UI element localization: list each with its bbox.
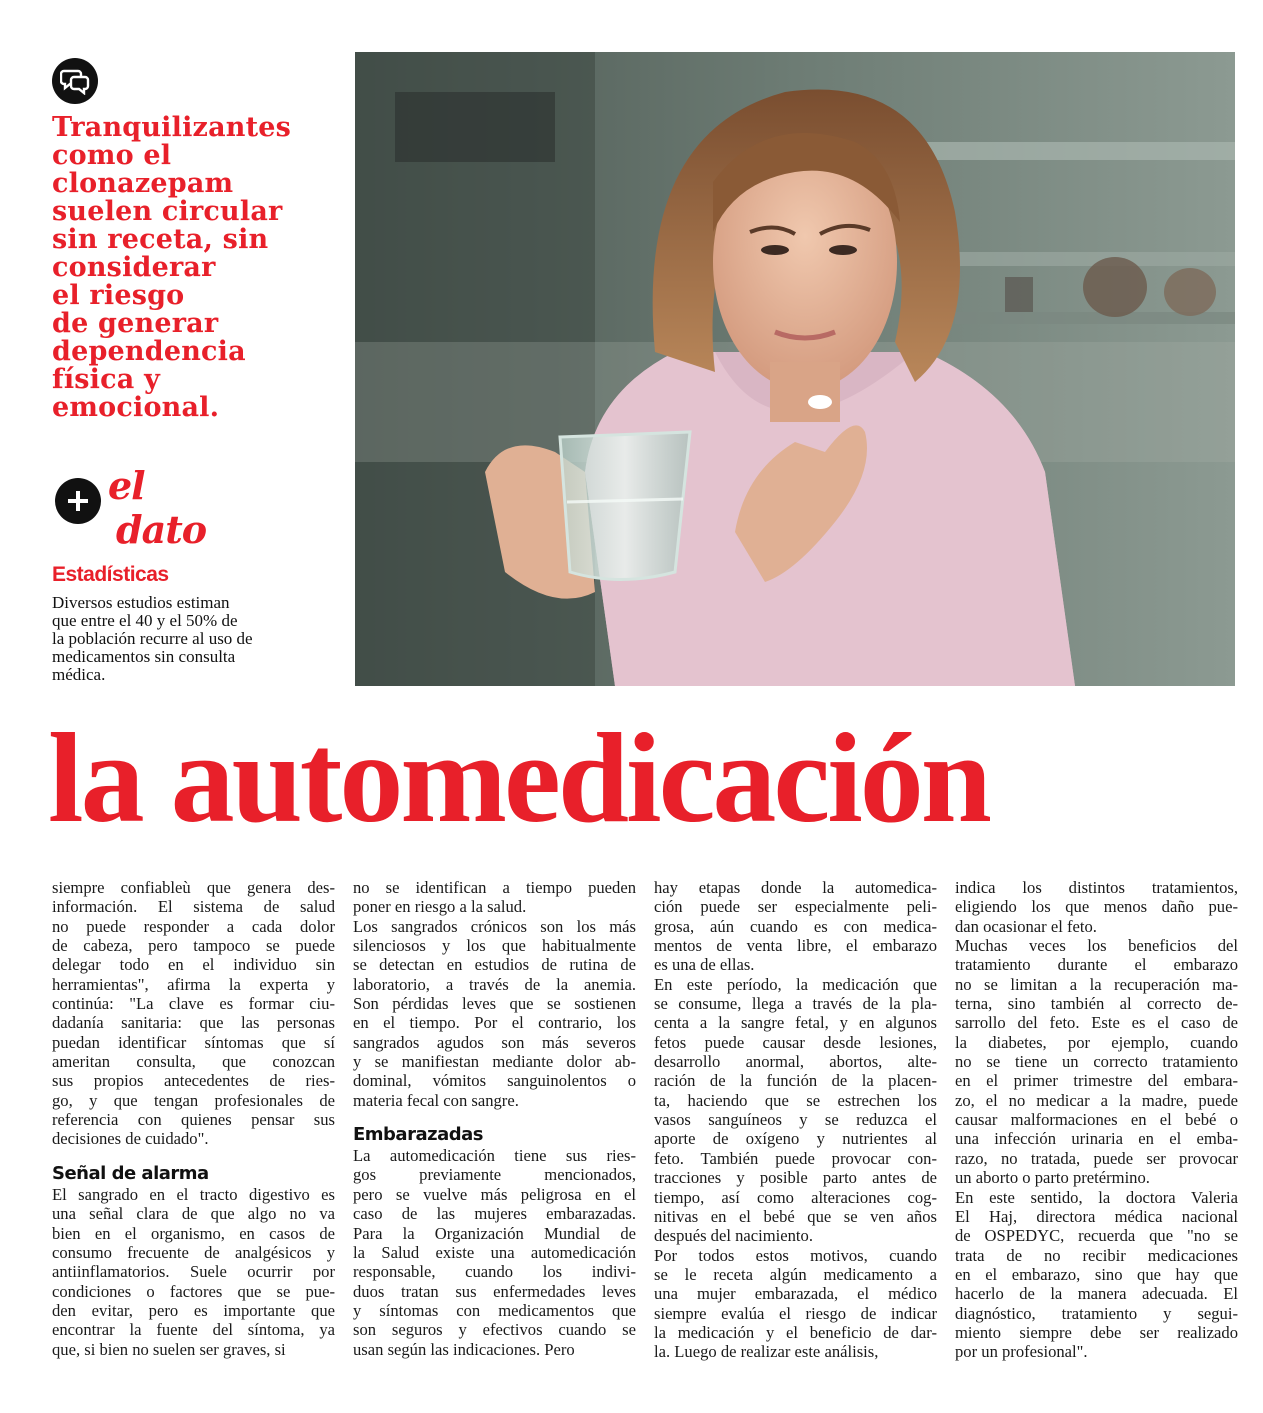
- plus-icon: [55, 478, 101, 524]
- article-line: dadanía sanitaria: que las personas: [52, 1013, 335, 1033]
- article-line: zo, el no medicar a la madre, puede: [955, 1090, 1238, 1110]
- article-line: delegar todo en el individuo sin: [52, 955, 335, 975]
- pull-quote-line: el riesgo: [52, 280, 185, 311]
- article-line: siempre confiableù que genera des-: [52, 878, 335, 897]
- article-line: herramientas", afirma la experta y: [52, 974, 335, 994]
- article-line: hay etapas donde la automedica-: [654, 878, 937, 897]
- article-line: indica los distintos tratamientos,: [955, 878, 1238, 897]
- article-line: Por todos estos motivos, cuando: [654, 1245, 937, 1265]
- article-line: no se limitan a la recuperación ma-: [955, 974, 1238, 994]
- article-line: centa a la sangre fetal, y en algunos: [654, 1013, 937, 1033]
- article-line: den evitar, pero es importante que: [52, 1300, 335, 1320]
- article-line: sus propios antecedentes de ries-: [52, 1071, 335, 1091]
- article-line: razo, no tratada, puede ser provocar: [955, 1148, 1238, 1168]
- pull-quote-line: clonazepam: [52, 168, 234, 199]
- article-line: antiinflamatorios. Suele ocurrir por: [52, 1262, 335, 1282]
- article-line: aporte de oxígeno y nutrientes al: [654, 1129, 937, 1149]
- article-line: ta, haciendo que se estrechen los: [654, 1090, 937, 1110]
- pull-quote-line: dependencia: [52, 336, 246, 367]
- pull-quote-line: como el: [52, 140, 172, 171]
- article-line: tratamiento durante el embarazo: [955, 955, 1238, 975]
- article-line: vasos sanguíneos y se reduzca el: [654, 1110, 937, 1130]
- article-line: no se identifican a tiempo pueden: [353, 878, 636, 897]
- article-line: El sangrado en el tracto digestivo es: [52, 1184, 335, 1204]
- article-line: continúa: "La clave es formar ciu-: [52, 994, 335, 1014]
- article-line: información. El sistema de salud: [52, 897, 335, 917]
- dato-text-line: medicamentos sin consulta: [52, 647, 236, 666]
- article-line: gos previamente mencionados,: [353, 1165, 636, 1185]
- dato-text-line: la población recurre al uso de: [52, 629, 253, 648]
- article-line: desarrollo anormal, abortos, alte-: [654, 1052, 937, 1072]
- article-line: referencia con quienes pensar sus: [52, 1110, 335, 1130]
- article-line: feto. También puede provocar con-: [654, 1148, 937, 1168]
- article-line: ración de la función de la placen-: [654, 1071, 937, 1091]
- article-line: mentos de venta libre, el embarazo: [654, 936, 937, 956]
- article-column-1: [52, 878, 335, 1359]
- article-line: silenciosos y los que habitualmente: [353, 936, 636, 956]
- article-line: la. Luego de realizar este análisis,: [654, 1342, 879, 1362]
- article-line: la medicación y el beneficio de dar-: [654, 1322, 937, 1342]
- article-line: Para la Organización Mundial de: [353, 1223, 636, 1243]
- el-dato-logo-el: el: [108, 463, 145, 508]
- article-line: una infección urinaria en el emba-: [955, 1129, 1238, 1149]
- article-line: dominal, vómitos sanguinolentos o: [353, 1071, 636, 1091]
- article-line: Muchas veces los beneficios del: [955, 936, 1238, 956]
- article-line: eligiendo los que menos daño pue-: [955, 897, 1238, 917]
- article-column-4: [955, 878, 1238, 1362]
- article-line: caso de las mujeres embarazadas.: [353, 1204, 636, 1224]
- article-line: usan según las indicaciones. Pero: [353, 1339, 575, 1359]
- article-line: diagnóstico, tratamiento y segui-: [955, 1303, 1238, 1323]
- article-line: y síntomas con medicamentos que: [353, 1300, 636, 1320]
- article-column-3: [654, 878, 937, 1362]
- section-subheading: Embarazadas: [353, 1124, 483, 1146]
- article-line: Los sangrados crónicos son los más: [353, 916, 636, 936]
- dato-heading: Estadísticas: [52, 563, 169, 586]
- article-line: ameritan consulta, que conozcan: [52, 1052, 335, 1072]
- article-line: se consume, llega a través de la pla-: [654, 994, 937, 1014]
- article-line: fetos puede causar desde lesiones,: [654, 1032, 937, 1052]
- article-column-2: [353, 878, 636, 1359]
- pull-quote-line: sin receta, sin: [52, 224, 269, 255]
- dato-text: [52, 594, 302, 684]
- article-line: son seguros y efectivos cuando se: [353, 1320, 636, 1340]
- pull-quote: [52, 114, 342, 422]
- article-line: sangrados agudos son más severos: [353, 1032, 636, 1052]
- article-line: causar malformaciones en el bebé o: [955, 1110, 1238, 1130]
- article-line: trata de no recibir medicaciones: [955, 1245, 1238, 1265]
- article-line: decisiones de cuidado".: [52, 1129, 209, 1149]
- article-line: condiciones o factores que se pue-: [52, 1281, 335, 1301]
- woman-taking-pill-photo: [355, 52, 1235, 686]
- article-line: no se tiene un correcto tratamiento: [955, 1052, 1238, 1072]
- article-line: dan ocasionar el feto.: [955, 916, 1097, 936]
- article-line: terna, sino también al correcto de-: [955, 994, 1238, 1014]
- article-line: El Haj, directora médica nacional: [955, 1206, 1238, 1226]
- article-line: de OSPEDYC, recuerda que "no se: [955, 1226, 1238, 1246]
- article-line: encontrar la fuente del síntoma, ya: [52, 1320, 335, 1340]
- article-line: grosa, aún cuando es con medica-: [654, 916, 937, 936]
- article-line: go, y que tengan profesionales de: [52, 1090, 335, 1110]
- article-line: miento siempre debe ser realizado: [955, 1322, 1238, 1342]
- article-line: hacerlo de la manera adecuada. El: [955, 1284, 1238, 1304]
- article-line: una señal clara de que algo no va: [52, 1204, 335, 1224]
- article-line: es una de ellas.: [654, 955, 755, 975]
- article-line: se le receta algún medicamento a: [654, 1264, 937, 1284]
- article-line: en el primer trimestre del embara-: [955, 1071, 1238, 1091]
- pull-quote-line: suelen circular: [52, 196, 283, 227]
- headline: la automedicación: [48, 707, 989, 849]
- article-line: puedan identificar síntomas que sí: [52, 1032, 335, 1052]
- pull-quote-line: considerar: [52, 252, 216, 283]
- article-line: por un profesional".: [955, 1342, 1088, 1362]
- article-line: duos tratan sus enfermedades leves: [353, 1281, 636, 1301]
- article-line: consumo frecuente de analgésicos y: [52, 1242, 335, 1262]
- article-line: la diabetes, por ejemplo, cuando: [955, 1032, 1238, 1052]
- article-line: La automedicación tiene sus ries-: [353, 1146, 636, 1166]
- article-line: de cabeza, pero tampoco se puede: [52, 936, 335, 956]
- pull-quote-line: física y: [52, 364, 160, 395]
- article-line: ción puede ser especialmente peli-: [654, 897, 937, 917]
- pull-quote-line: emocional.: [52, 392, 220, 423]
- section-subheading: Señal de alarma: [52, 1162, 209, 1184]
- article-line: materia fecal con sangre.: [353, 1090, 519, 1110]
- dato-text-line: que entre el 40 y el 50% de: [52, 611, 238, 630]
- el-dato-logo-dato: dato: [116, 507, 207, 552]
- article-line: sarrollo del feto. Este es el caso de: [955, 1013, 1238, 1033]
- article-line: tracciones y posible parto antes de: [654, 1168, 937, 1188]
- article-line: se detectan en estudios de rutina de: [353, 955, 636, 975]
- pull-quote-line: de generar: [52, 308, 219, 339]
- article-line: bien en el organismo, en casos de: [52, 1223, 335, 1243]
- article-line: no puede responder a cada dolor: [52, 916, 335, 936]
- pull-quote-line: Tranquilizantes: [52, 112, 292, 143]
- article-line: siempre evalúa el riesgo de indicar: [654, 1303, 937, 1323]
- article-line: laboratorio, a través de la anemia.: [353, 974, 636, 994]
- article-line: un aborto o parto pretérmino.: [955, 1168, 1150, 1188]
- chat-bubbles-icon: [52, 58, 98, 104]
- article-line: En este sentido, la doctora Valeria: [955, 1187, 1238, 1207]
- article-line: En este período, la medicación que: [654, 974, 937, 994]
- article-line: después del nacimiento.: [654, 1226, 813, 1246]
- dato-text-line: médica.: [52, 665, 106, 684]
- article-line: en el tiempo. Por el contrario, los: [353, 1013, 636, 1033]
- article-line: poner en riesgo a la salud.: [353, 897, 527, 917]
- article-line: tiempo, así como alteraciones cog-: [654, 1187, 937, 1207]
- article-line: en el embarazo, sino que hay que: [955, 1264, 1238, 1284]
- article-line: la Salud existe una automedicación: [353, 1242, 636, 1262]
- article-line: pero se vuelve más peligrosa en el: [353, 1184, 636, 1204]
- article-line: responsable, cuando los indivi-: [353, 1262, 636, 1282]
- article-line: que, si bien no suelen ser graves, si: [52, 1339, 286, 1359]
- article-line: una mujer embarazada, el médico: [654, 1284, 937, 1304]
- article-line: nitivas en el bebé que se ven años: [654, 1206, 937, 1226]
- article-line: y se manifiestan mediante dolor ab-: [353, 1052, 636, 1072]
- dato-text-line: Diversos estudios estiman: [52, 593, 230, 612]
- article-line: Son pérdidas leves que se sostienen: [353, 994, 636, 1014]
